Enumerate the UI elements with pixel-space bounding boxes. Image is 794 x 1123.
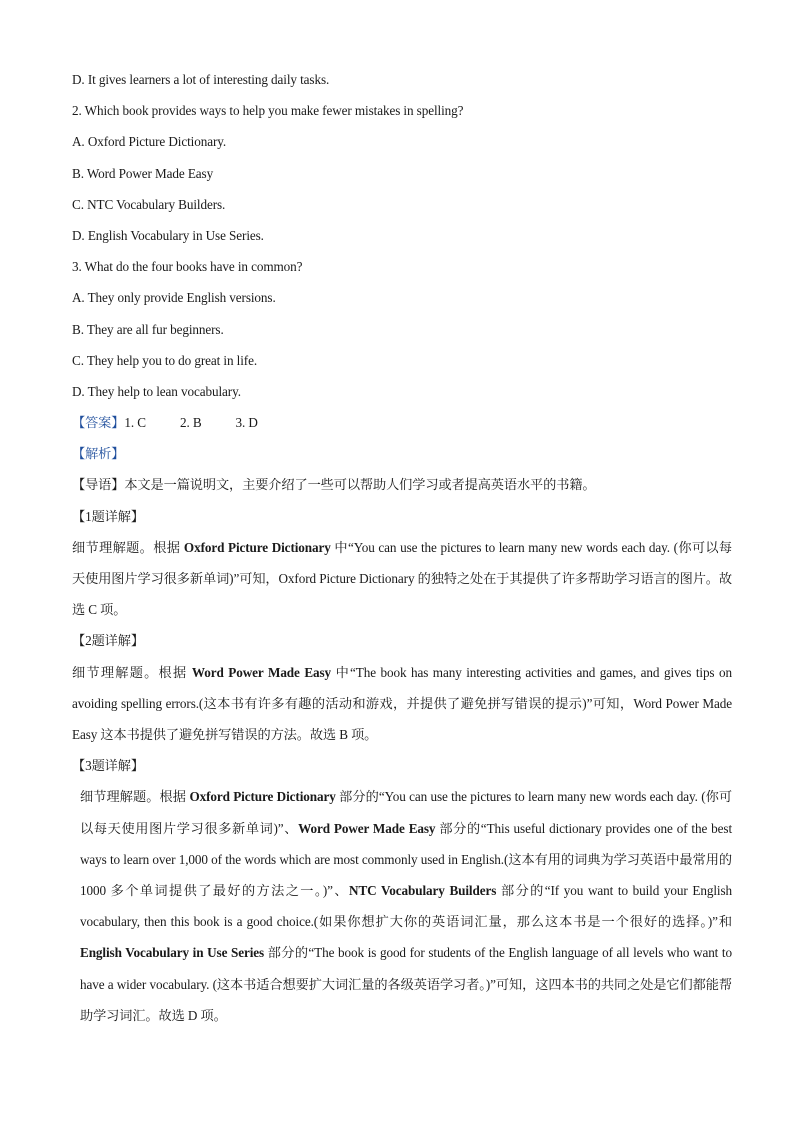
detail-1-book: Oxford Picture Dictionary [183, 539, 331, 555]
analysis-tag: 【解析】 [72, 446, 125, 462]
analysis-intro: 【导语】本文是一篇说明文，主要介绍了一些可以帮助人们学习或者提高英语水平的书籍。 [72, 477, 596, 493]
q3-option-b: B. They are all fur beginners. [72, 321, 224, 337]
q3-option-c: C. They help you to do great in life. [72, 352, 258, 368]
detail-3-book-3: NTC Vocabulary Builders [349, 883, 497, 899]
detail-1-text-a: 细节理解题。根据 [72, 539, 184, 555]
detail-3-body [72, 781, 732, 1031]
detail-3-title: 【3题详解】 [72, 758, 144, 774]
document-page [72, 64, 732, 1031]
answer-3: 3. D [235, 415, 258, 431]
q3-option-d: D. They help to lean vocabulary. [72, 383, 241, 399]
detail-3-text-b: 部分的“You can use the pictures to learn many new words each day. (你可以每天使用图片学习很多新单词)”、 [80, 789, 733, 836]
q2-option-d: D. English Vocabulary in Use Series. [72, 227, 264, 243]
detail-1-text-b: 中“You can use the pictures to learn many new words each day. (你可以每天使用图片学习很多新单词)”可知，Oxford Picture Dictionary 的独特之处在于其提供了许多帮助学习语言的图片。故选 C 项。 [72, 539, 733, 618]
detail-3-text-d: 部分的“If you want to build your English vocabulary, then this book is a good choice.(如果你想扩大你的英语词汇量，那么这本书是一个很好的选择。)”和 [80, 883, 733, 930]
q2-stem: 2. Which book provides ways to help you make fewer mistakes in spelling? [72, 103, 464, 119]
detail-3-book-1: Oxford Picture Dictionary [189, 789, 336, 805]
detail-2-book: Word Power Made Easy [191, 664, 332, 680]
detail-1-title: 【1题详解】 [72, 508, 144, 524]
q2-option-a: A. Oxford Picture Dictionary. [72, 134, 227, 150]
detail-2-text-a: 细节理解题。根据 [72, 664, 192, 680]
detail-3-text-a: 细节理解题。根据 [80, 789, 190, 805]
answer-2: 2. B [179, 415, 202, 431]
answer-1: 1. C [124, 415, 146, 431]
detail-2-body [72, 657, 732, 751]
answer-tag: 【答案】 [72, 415, 125, 431]
detail-3-text-e: 部分的“The book is good for students of the English language of all levels who want to have a wider vocabulary. (这本书适合想要扩大词汇量的各级英语学习者。)”可知，这四本书的共同之处是它们都能帮助学习词汇。故选 D 项。 [80, 945, 732, 1023]
q1-option-d: D. It gives learners a lot of interesting daily tasks. [72, 72, 330, 87]
detail-2-title: 【2题详解】 [72, 633, 144, 649]
q3-option-a: A. They only provide English versions. [72, 290, 276, 306]
q2-option-b: B. Word Power Made Easy [72, 165, 214, 181]
detail-2-text-b: 中“The book has many interesting activities and games, and gives tips on avoiding spelling errors.(这本书有许多有趣的活动和游戏，并提供了避免拼写错误的提示)”可知，Word Power Made Easy 这本书提供了避免拼写错误的方法。故选 B 项。 [72, 664, 732, 743]
answer-line [72, 407, 732, 438]
detail-1-body [72, 532, 732, 626]
detail-3-book-2: Word Power Made Easy [298, 820, 436, 836]
detail-3-book-4: English Vocabulary in Use Series [80, 945, 265, 961]
q2-option-c: C. NTC Vocabulary Builders. [72, 196, 226, 212]
detail-3-text-c: 部分的“This useful dictionary provides one of the best ways to learn over 1,000 of the words which are most commonly used in English.(这本有用的词典为学习英语中最常用的 1000 多个单词提供了最好的方法之一。)”、 [80, 820, 733, 899]
q3-stem: 3. What do the four books have in common? [72, 259, 303, 275]
